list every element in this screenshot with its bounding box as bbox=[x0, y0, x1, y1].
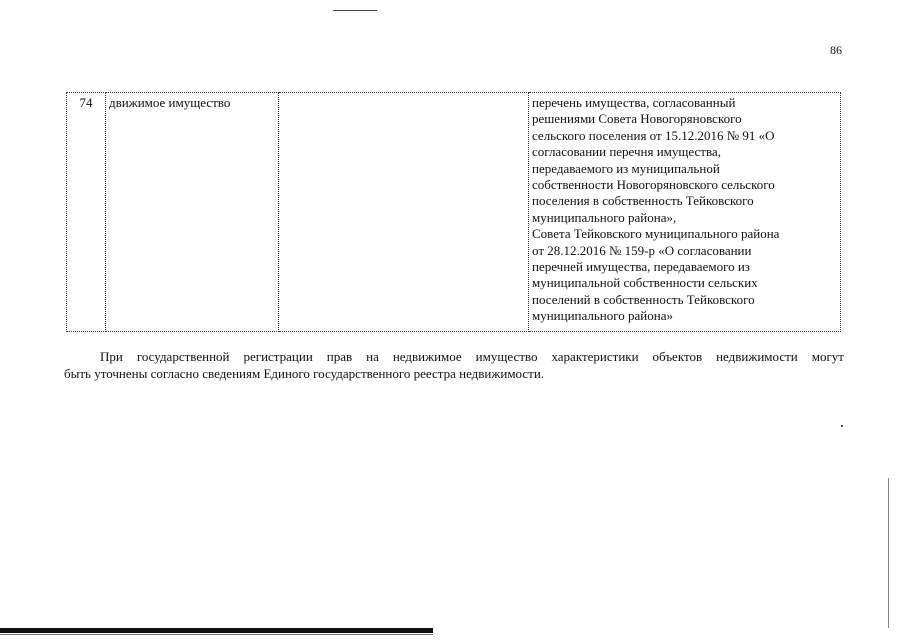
top-rule bbox=[333, 10, 377, 11]
note-line: быть уточнены согласно сведениям Единого государственного реестра недвижимости. bbox=[64, 366, 545, 381]
property-table bbox=[66, 92, 841, 332]
basis-cell bbox=[529, 93, 841, 332]
table-row bbox=[67, 93, 841, 332]
basis-line: муниципального района» bbox=[532, 308, 673, 324]
basis-line: перечней имущества, передаваемого из bbox=[532, 259, 750, 275]
basis-line: согласовании перечня имущества, bbox=[532, 144, 721, 160]
basis-line: муниципальной собственности сельских bbox=[532, 275, 758, 291]
note-line: При государственной регистрации прав на недвижимое имущество характеристики объектов недвижимости могут bbox=[100, 349, 844, 364]
basis-line: от 28.12.2016 № 159-р «О согласовании bbox=[532, 242, 752, 258]
basis-line: поселения в собственность Тейковского bbox=[532, 193, 754, 209]
scan-bottom-line bbox=[0, 634, 433, 635]
scan-bottom-bar bbox=[0, 628, 433, 633]
basis-line: Совета Тейковского муниципального района bbox=[532, 226, 780, 242]
basis-line: поселений в собственность Тейковского bbox=[532, 291, 755, 307]
scan-edge-line bbox=[888, 478, 889, 628]
basis-line: решениями Совета Новогоряновского bbox=[532, 111, 742, 127]
page-number: 86 bbox=[830, 43, 842, 57]
basis-line: собственности Новогоряновского сельского bbox=[532, 177, 775, 193]
registration-note bbox=[64, 348, 844, 382]
basis-line: муниципального района», bbox=[532, 209, 677, 225]
empty-cell bbox=[279, 93, 529, 332]
row-number: 74 bbox=[67, 93, 106, 332]
property-name: движимое имущество bbox=[106, 93, 279, 332]
scan-speck bbox=[841, 425, 843, 427]
basis-line: перечень имущества, согласованный bbox=[532, 95, 736, 110]
basis-line: сельского поселения от 15.12.2016 № 91 «О bbox=[532, 127, 775, 143]
basis-line: передаваемого из муниципальной bbox=[532, 160, 720, 176]
